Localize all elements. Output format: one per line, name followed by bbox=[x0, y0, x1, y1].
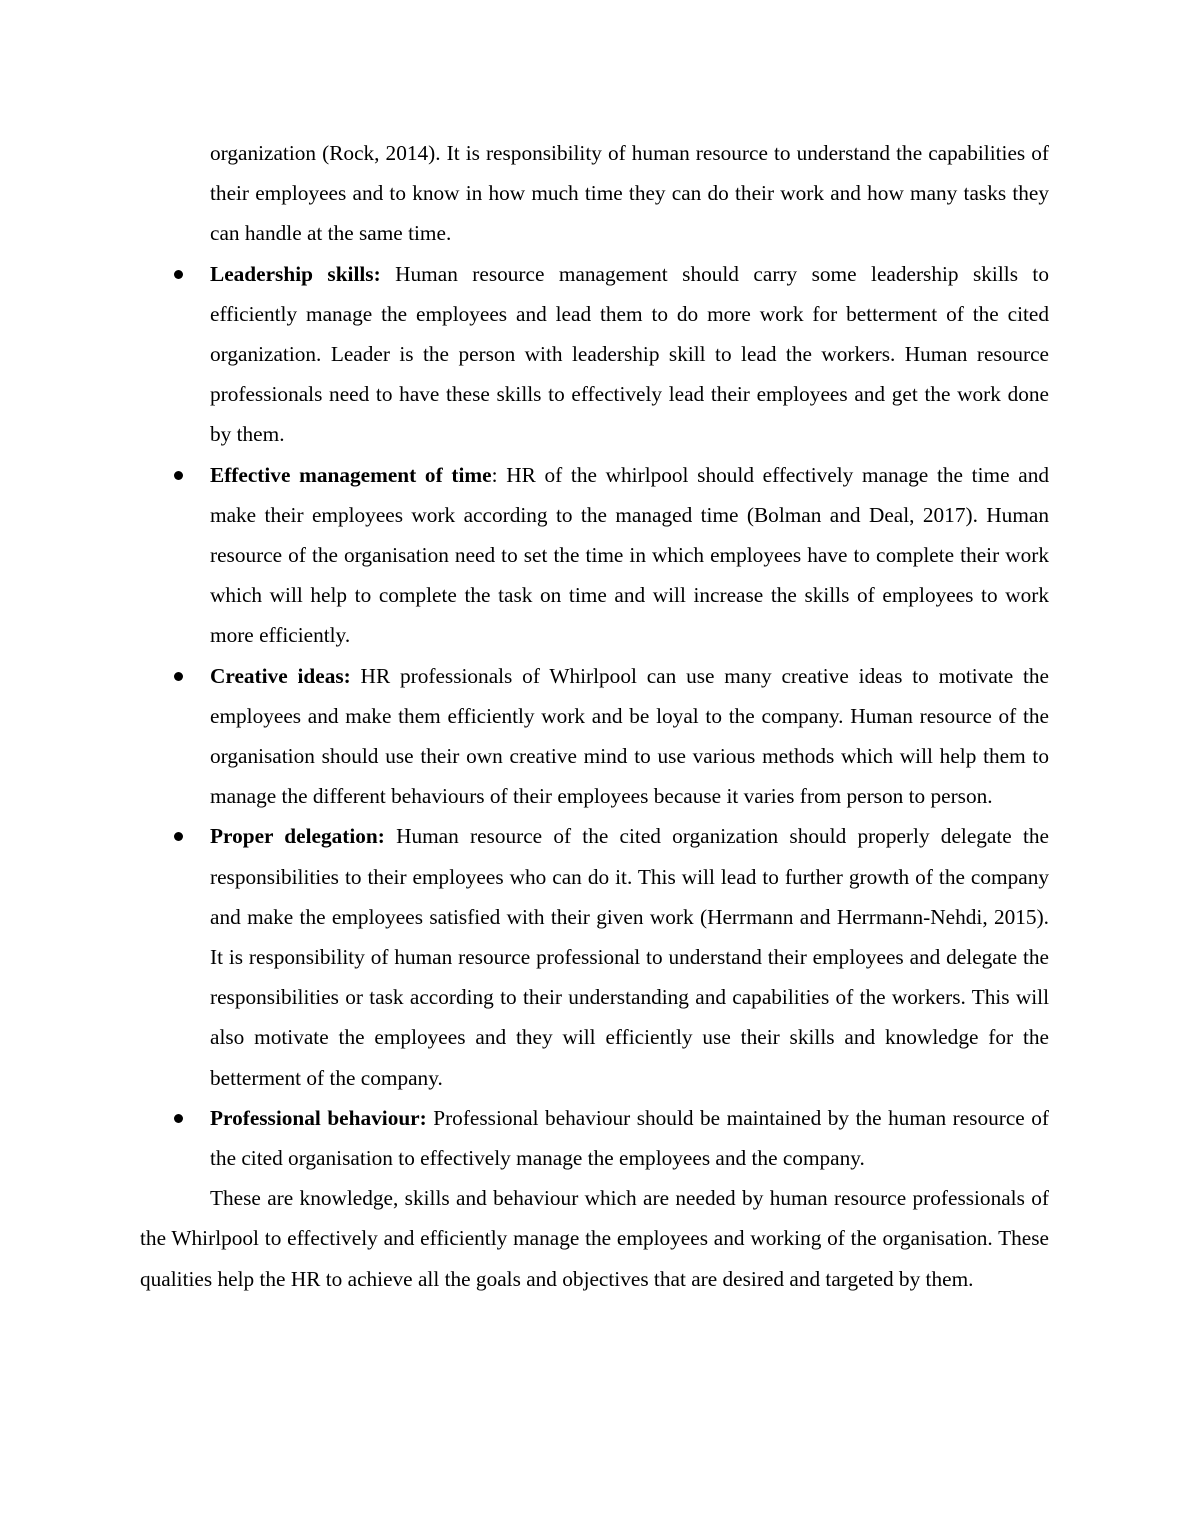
bullet-text: Professional behaviour should be maintained by the human resource of the cited organisation to effectively manage the employees and the company. bbox=[210, 1105, 1049, 1171]
bullet-dot-icon bbox=[174, 270, 183, 279]
bullet-dot-icon bbox=[174, 832, 183, 841]
bullet-term: Proper delegation: bbox=[210, 824, 385, 849]
bullet-item-professional-behaviour bbox=[210, 1098, 1049, 1178]
bullet-dot-icon bbox=[174, 1114, 183, 1123]
bullet-term: Professional behaviour: bbox=[210, 1105, 427, 1130]
bullet-item-proper-delegation bbox=[210, 816, 1049, 1097]
bullet-text: HR professionals of Whirlpool can use many creative ideas to motivate the employees and make them efficiently work and be loyal to the company. Human resource of the organisation should use their own creative mind to use various methods which will help them to manage the different behaviours of their employees because it varies from person to person. bbox=[210, 663, 1049, 809]
closing-paragraph: These are knowledge, skills and behaviour which are needed by human resource professionals of the Whirlpool to effectively and efficiently manage the employees and working of the organisation. These qualities help the HR to achieve all the goals and objectives that are desired and targeted by them. bbox=[140, 1186, 1049, 1291]
bullet-term: Effective management of time bbox=[210, 462, 492, 487]
bullet-dot-icon bbox=[174, 672, 183, 681]
bullet-item-creative-ideas bbox=[210, 656, 1049, 817]
bullet-text: Human resource of the cited organization should properly delegate the responsibilities to their employees who can do it. This will lead to further growth of the company and make the employees satisfied with their given work (Herrmann and Herrmann-Nehdi, 2015). It is responsibility of human resource professional to understand their employees and delegate the responsibilities or task according to their understanding and capabilities of the workers. This will also motivate the employees and they will efficiently use their skills and knowledge for the betterment of the company. bbox=[210, 824, 1049, 1090]
document-page bbox=[140, 133, 1049, 1299]
bullet-dot-icon bbox=[174, 471, 183, 480]
bullet-term: Creative ideas: bbox=[210, 663, 351, 688]
skills-bullet-list bbox=[140, 254, 1049, 1179]
bullet-text: : HR of the whirlpool should effectively manage the time and make their employees work according to the managed time (Bolman and Deal, 2017). Human resource of the organisation need to set the time in which employees have to complete their work which will help to complete the task on time and will increase the skills of employees to work more efficiently. bbox=[210, 462, 1049, 648]
intro-continuation-paragraph: organization (Rock, 2014). It is responsibility of human resource to understand the capabilities of their employees and to know in how much time they can do their work and how many tasks they can handle at the same time. bbox=[210, 141, 1049, 246]
bullet-term: Leadership skills: bbox=[210, 261, 381, 286]
bullet-item-leadership-skills bbox=[210, 254, 1049, 455]
bullet-text: Human resource management should carry some leadership skills to efficiently manage the employees and lead them to do more work for betterment of the cited organization. Leader is the person with leadership skill to lead the workers. Human resource professionals need to have these skills to effectively lead their employees and get the work done by them. bbox=[210, 261, 1050, 447]
bullet-item-time-management bbox=[210, 455, 1049, 656]
